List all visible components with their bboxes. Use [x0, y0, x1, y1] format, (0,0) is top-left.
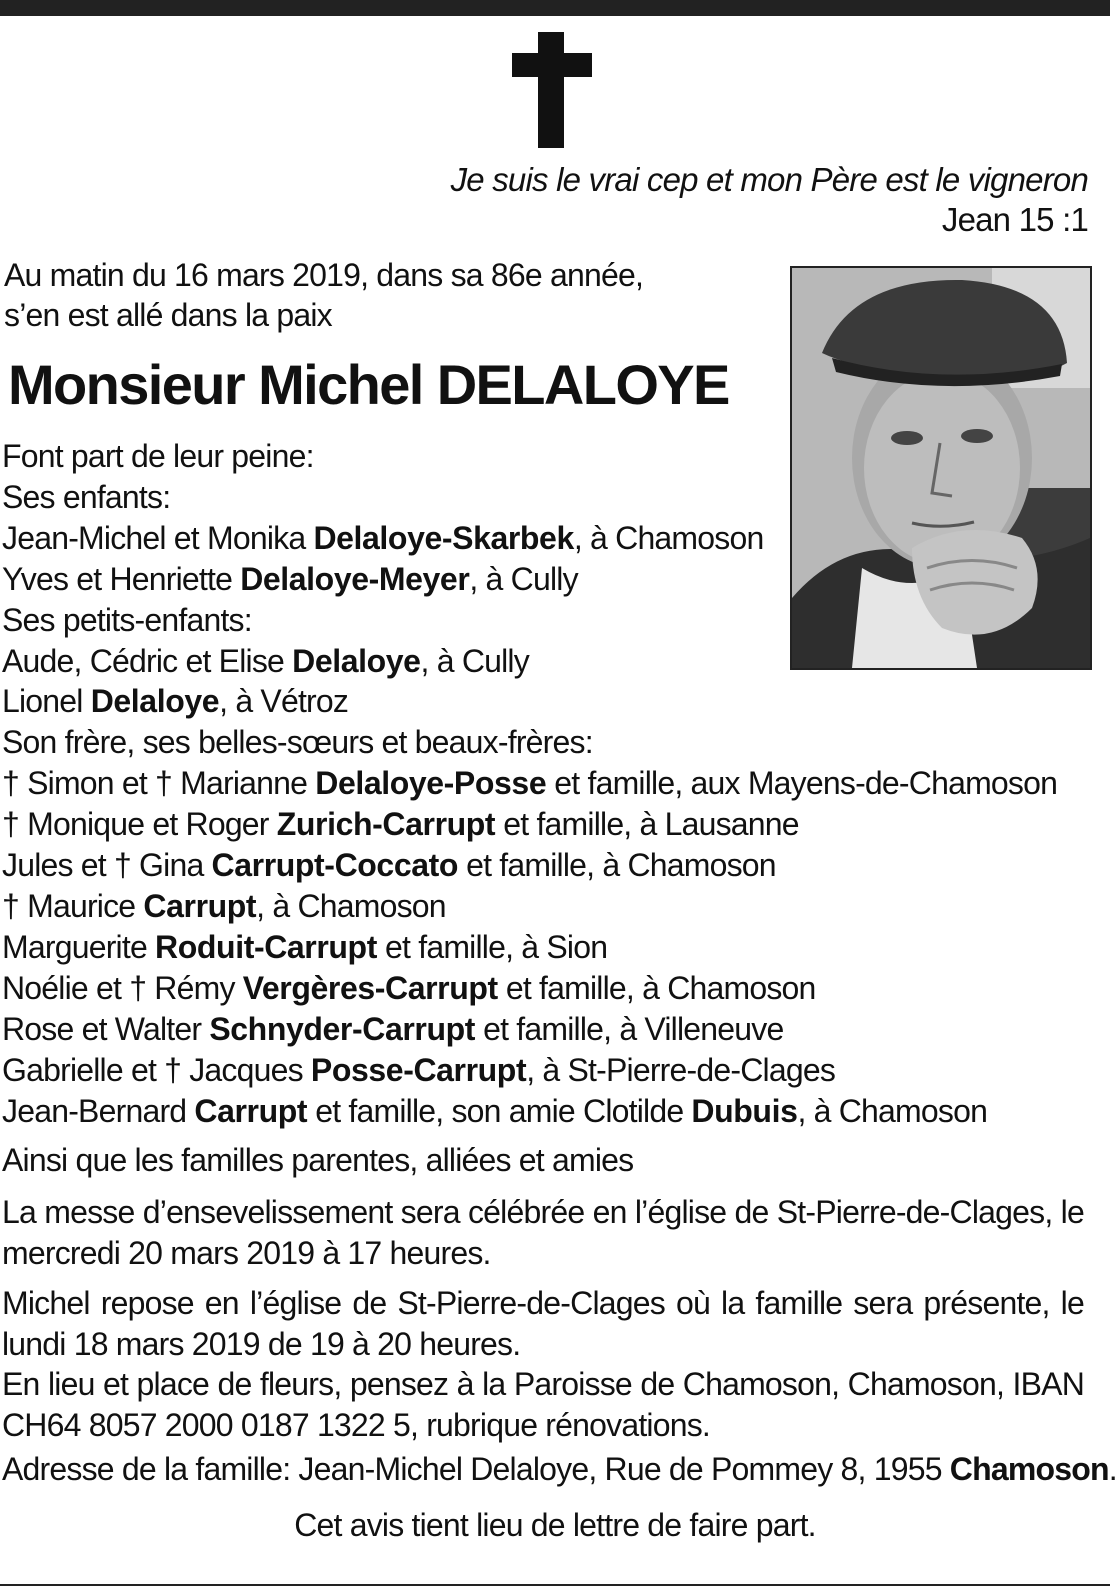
funeral-mass-notice: La messe d’ensevelissement sera célébrée en l’église de St-Pierre-de-Clages, le mercredi 20 mars 2019 à 17 heures. — [2, 1194, 1084, 1271]
cross-icon — [0, 0, 1110, 160]
closing-note: Cet avis tient lieu de lettre de faire part. — [294, 1507, 816, 1543]
mourner-line: Ses enfants: — [2, 478, 171, 515]
mourner-line: Ses petits-enfants: — [2, 601, 252, 638]
bottom-border-rule — [0, 1584, 1110, 1586]
verse-reference: Jean 15 :1 — [941, 201, 1088, 238]
mourner-line: Jean-Michel et Monika Delaloye-Skarbek, à Chamoson — [2, 519, 764, 556]
mourners-list — [2, 436, 1057, 1131]
mourner-line: † Monique et Roger Zurich-Carrupt et famille, à Lausanne — [2, 806, 799, 843]
mourner-line: Jules et † Gina Carrupt-Coccato et famille, à Chamoson — [2, 847, 776, 884]
mourner-line: Jean-Bernard Carrupt et famille, son amie Clotilde Dubuis, à Chamoson — [2, 1092, 988, 1129]
mourner-line: † Maurice Carrupt, à Chamoson — [2, 887, 446, 924]
mourner-line: Font part de leur peine: — [2, 438, 314, 474]
extended-family-note: Ainsi que les familles parentes, alliées et amies — [2, 1142, 634, 1178]
mourner-line: Marguerite Roduit-Carrupt et famille, à Sion — [2, 928, 608, 965]
intro-text — [4, 255, 643, 335]
bible-verse — [451, 160, 1088, 240]
mourner-line: Yves et Henriette Delaloye-Meyer, à Cully — [2, 560, 578, 597]
family-address: Adresse de la famille: Jean-Michel Delaloye, Rue de Pommey 8, 1955 Chamoson. — [2, 1451, 1117, 1487]
mourner-line: Lionel Delaloye, à Vétroz — [2, 683, 349, 720]
mourner-line: Rose et Walter Schnyder-Carrupt et famille, à Villeneuve — [2, 1010, 784, 1047]
mourner-line: Aude, Cédric et Elise Delaloye, à Cully — [2, 642, 529, 679]
mourner-line: † Simon et † Marianne Delaloye-Posse et famille, aux Mayens-de-Chamoson — [2, 765, 1058, 802]
mourner-line: Son frère, ses belles-sœurs et beaux-frères: — [2, 724, 593, 761]
mourner-line: Gabrielle et † Jacques Posse-Carrupt, à St-Pierre-de-Clages — [2, 1051, 836, 1088]
intro-line-2: s’en est allé dans la paix — [4, 297, 332, 333]
deceased-name: Monsieur Michel DELALOYE — [8, 353, 729, 416]
viewing-notice: Michel repose en l’église de St-Pierre-de-Clages où la famille sera présente, le lundi 18 mars 2019 de 19 à 20 heures. — [2, 1285, 1084, 1362]
verse-quote: Je suis le vrai cep et mon Père est le vigneron — [450, 161, 1088, 198]
mourner-line: Noélie et † Rémy Vergères-Carrupt et famille, à Chamoson — [2, 969, 816, 1006]
intro-line-1: Au matin du 16 mars 2019, dans sa 86e année, — [4, 257, 644, 293]
donation-notice: En lieu et place de fleurs, pensez à la Paroisse de Chamoson, Chamoson, IBAN CH64 8057 2000 0187 1322 5, rubrique rénovations. — [2, 1366, 1084, 1443]
